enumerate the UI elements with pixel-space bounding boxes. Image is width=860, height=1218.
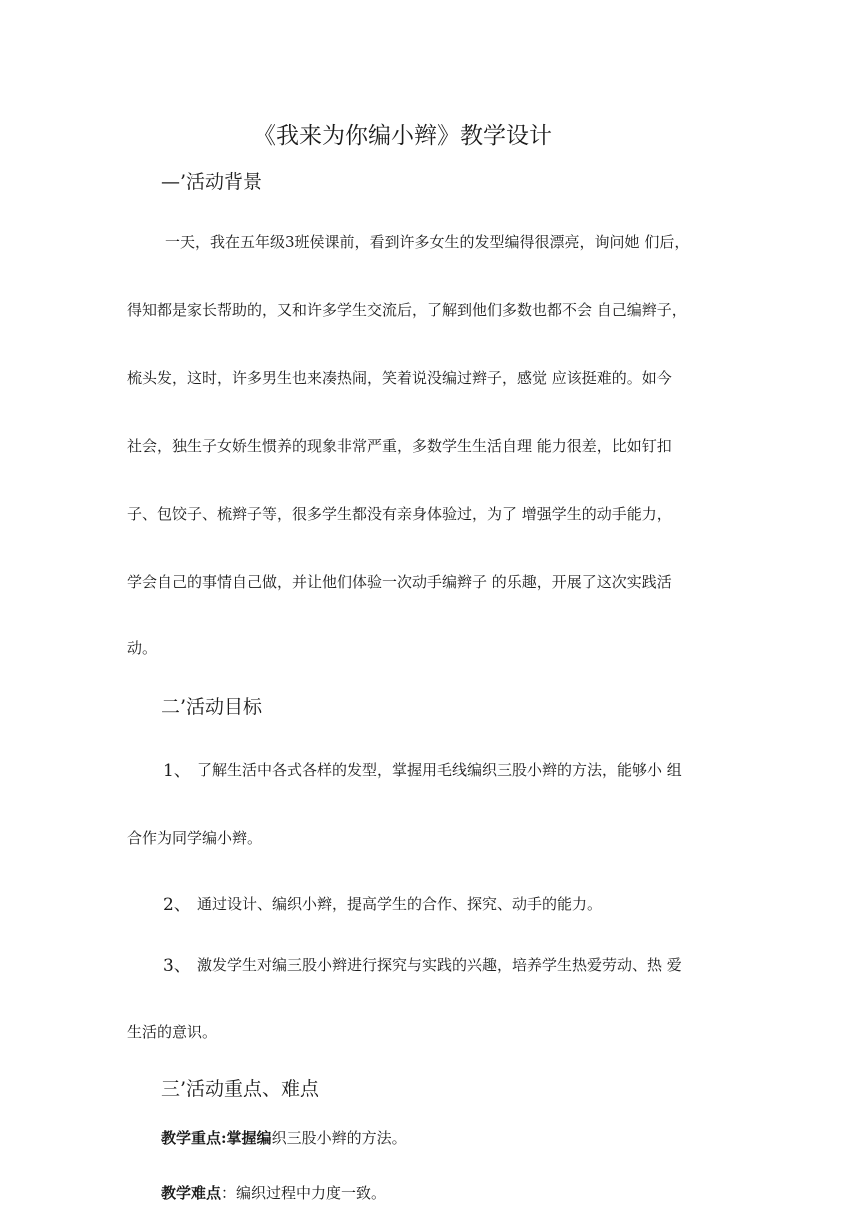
key-point-text: 织三股小辫的方法。 bbox=[271, 1129, 407, 1147]
goal-text: 了解生活中各式各样的发型，掌握用毛线编织三股小辫的方法，能够小 组 bbox=[197, 761, 682, 779]
key-point-label: 教学重点: bbox=[161, 1129, 227, 1147]
paragraph-line: 梳头发，这时，许多男生也来凑热闹，笑着说没编过辫子，感觉 应该挺难的。如今 bbox=[127, 369, 672, 387]
document-title: 《我来为你编小辫》教学设计 bbox=[253, 123, 552, 149]
goal-text: 生活的意识。 bbox=[127, 1023, 218, 1041]
section-heading-key-points: 三’活动重点、难点 bbox=[161, 1078, 320, 1100]
goal-number: 3、 bbox=[163, 956, 191, 976]
goal-text: 激发学生对编三股小辫进行探究与实践的兴趣，培养学生热爱劳动、热 爱 bbox=[197, 956, 682, 974]
paragraph-line: 社会，独生子女娇生惯养的现象非常严重，多数学生生活自理 能力很差，比如钉扣 bbox=[127, 437, 672, 455]
difficulty-line bbox=[161, 1182, 386, 1203]
paragraph-line: 得知都是家长帮助的，又和许多学生交流后，了解到他们多数也都不会 自己编辫子， bbox=[127, 301, 687, 319]
key-point-bold-text: 掌握编 bbox=[226, 1129, 272, 1147]
paragraph-line: 学会自己的事情自己做，并让他们体验一次动手编辫子 的乐趣，开展了这次实践活 bbox=[127, 573, 672, 591]
difficulty-separator: ： bbox=[221, 1184, 237, 1202]
paragraph-line: 动。 bbox=[127, 639, 158, 657]
section-heading-background: —’活动背景 bbox=[161, 171, 263, 193]
key-point-line bbox=[161, 1127, 407, 1148]
section-heading-goals: 二’活动目标 bbox=[161, 696, 263, 718]
goal-text: 合作为同学编小辫。 bbox=[127, 829, 263, 847]
goal-number: 1、 bbox=[163, 761, 191, 781]
paragraph-line: 子、包饺子、梳辫子等，很多学生都没有亲身体验过，为了 增强学生的动手能力， bbox=[127, 505, 672, 523]
paragraph-line: 一天，我在五年级3班侯课前，看到许多女生的发型编得很漂亮，询问她 们后， bbox=[165, 233, 690, 251]
difficulty-text: 编织过程中力度一致。 bbox=[236, 1184, 387, 1202]
goal-text: 通过设计、编织小辫，提高学生的合作、探究、动手的能力。 bbox=[197, 895, 603, 913]
goal-number: 2、 bbox=[163, 895, 191, 915]
difficulty-label: 教学难点 bbox=[161, 1184, 222, 1202]
